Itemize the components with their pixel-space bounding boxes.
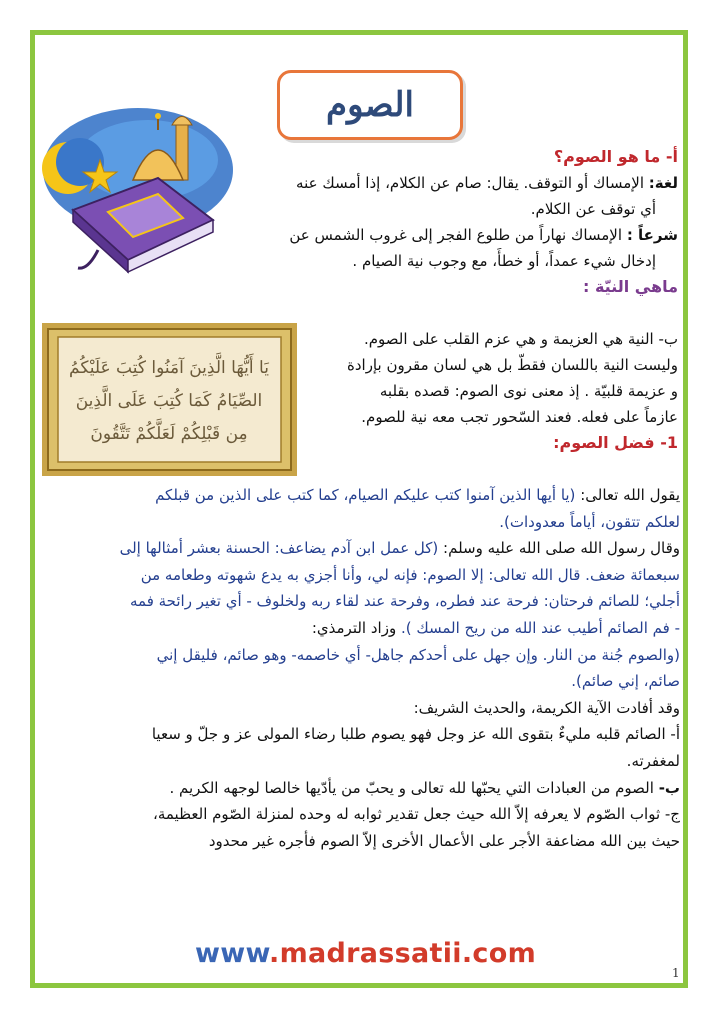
niyya-heading: ماهي النيّة : xyxy=(583,277,678,296)
section-heading: أ- ما هو الصوم؟ xyxy=(553,147,678,166)
niyya-line: عازماً على فعله. فعند السّحور تجب معه نية للصوم. xyxy=(361,408,678,426)
lugha-text-cont: أي توقف عن الكلام. xyxy=(530,200,656,218)
shara-text-cont: إدخال شيء عمداً، أو خطأً، مع وجوب نية الصيام . xyxy=(352,252,656,270)
point-a: أ- الصائم قلبه مليءٌ بتقوى الله عز وجل فهو يصوم طلبا رضاء المولى عز و جلّ و سعيا xyxy=(151,725,680,744)
point-b-label: ب- xyxy=(658,778,680,797)
point-a-cont: لمغفرته. xyxy=(626,751,680,770)
tirmidhi-text: (والصوم جُنة من النار. وإن جهل على أحدكم جاهل- أي خاصمه- وهو صائم، فليقل إني xyxy=(156,645,680,664)
afadat-line: وقد أفادت الآية الكريمة، والحديث الشريف: xyxy=(413,698,680,717)
ramadan-clipart xyxy=(38,100,248,280)
quran-verse-calligraphy xyxy=(42,323,297,476)
niyya-paragraph xyxy=(318,326,678,456)
verse-intro: يقول الله تعالى: xyxy=(575,486,680,504)
fadl-heading: 1- فضل الصوم: xyxy=(553,433,678,452)
hadith-text-cont: سبعمائة ضعف. قال الله تعالى: إلا الصوم: فإنه لي، وأنا أجزي به يدع شهوته وطعامه من xyxy=(140,565,680,584)
page-title-box xyxy=(277,70,463,140)
niyya-line: وليست النية باللسان فقطّ بل هي لسان مقرون بإرادة xyxy=(346,356,678,374)
verse-text: (يا أيها الذين آمنوا كتب عليكم الصيام، كما كتب على الذين من قبلكم xyxy=(155,486,576,504)
calligraphy-line: الصِّيَامُ كَمَا كُتِبَ عَلَى الَّذِينَ xyxy=(75,391,263,411)
calligraphy-line: يَا أَيُّهَا الَّذِينَ آمَنُوا كُتِبَ عَلَيْكُمُ xyxy=(69,358,269,378)
lugha-label: لغة: xyxy=(648,174,678,192)
niyya-line: ب- النية هي العزيمة و هي عزم القلب على الصوم. xyxy=(364,330,678,348)
point-j: ج- ثواب الصّوم لا يعرفه إلاّ الله حيث جعل تقدير ثوابه له وحده لمنزلة الصّوم العظيمة، xyxy=(153,805,680,824)
website-footer[interactable] xyxy=(195,938,536,969)
niyya-line: و عزيمة قلبيّة . إذ معنى نوى الصوم: قصده بقلبه xyxy=(379,382,678,400)
lugha-text: الإمساك أو التوقف. يقال: صام عن الكلام، إذا أمسك عنه xyxy=(296,174,645,192)
page-number: 1 xyxy=(672,966,680,980)
shara-text: الإمساك نهاراً من طلوع الفجر إلى غروب الشمس عن xyxy=(289,226,623,244)
hadith-intro: وقال رسول الله صلى الله عليه وسلم: xyxy=(438,539,680,558)
hadith-text: (كل عمل ابن آدم يضاعف: الحسنة بعشر أمثالها إلى xyxy=(119,539,439,558)
footer-www: www xyxy=(195,938,270,969)
hadith-text-cont: أجلي؛ للصائم فرحتان: فرحة عند فطره، وفرحة عند لقاء ربه ولخلوف - أي تغير رائحة فمه xyxy=(129,592,680,611)
footer-domain: .madrassatii.com xyxy=(269,938,537,969)
point-j-cont: حيث بين الله مضاعفة الأجر على الأعمال الأخرى إلاّ الصوم فأجره غير محدود xyxy=(208,831,680,850)
body-text xyxy=(44,482,680,854)
shara-label: شرعاً : xyxy=(626,226,678,244)
tirmidhi-text-cont: صائم، إني صائم). xyxy=(571,672,680,691)
tirmidhi-label: وزاد الترمذي: xyxy=(311,618,397,637)
page-title: الصوم xyxy=(326,85,414,125)
point-b-text: الصوم من العبادات التي يحبّها لله تعالى و يحبّ من يأدّيها خالصا لوجهه الكريم . xyxy=(169,778,659,797)
calligraphy-line: مِن قَبْلِكُمْ لَعَلَّكُمْ تَتَّقُونَ xyxy=(90,424,248,444)
verse-text-cont: لعلكم تتقون، أياماً معدودات). xyxy=(499,512,680,531)
definition-section xyxy=(258,144,678,300)
hadith-text-end: - فم الصائم أطيب عند الله من ريح المسك ). xyxy=(396,618,680,637)
